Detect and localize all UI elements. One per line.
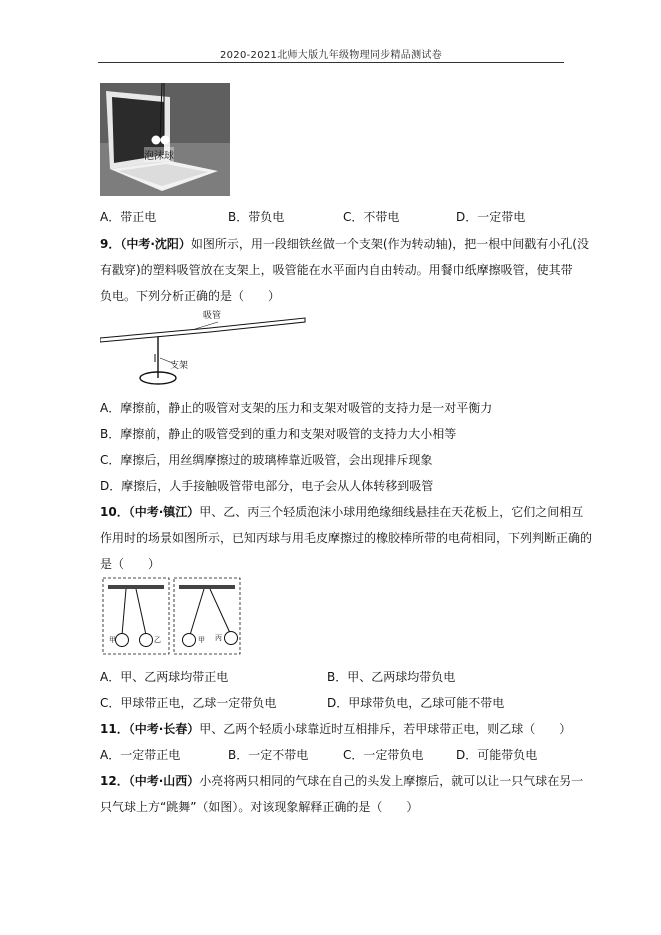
q12-text-2: 只气球上方“跳舞”（如图）。对该现象解释正确的是（ ） bbox=[100, 800, 419, 814]
q9-line-1 bbox=[100, 235, 589, 252]
q10-number: 10． bbox=[100, 505, 129, 519]
q12-number: 12． bbox=[100, 774, 129, 788]
q10-line-1 bbox=[100, 503, 583, 520]
q9-option-c: C．摩擦后，用丝绸摩擦过的玻璃棒靠近吸管，会出现排斥现象 bbox=[100, 453, 433, 467]
q10-option-c: C．甲球带正电，乙球一定带负电 bbox=[100, 696, 277, 710]
q9-option-a: A．摩擦前，静止的吸管对支架的压力和支架对吸管的支持力是一对平衡力 bbox=[100, 401, 493, 415]
q8-option-c: C．不带电 bbox=[343, 210, 400, 224]
q10-balls-figure bbox=[102, 577, 242, 657]
q8-option-b: B．带负电 bbox=[228, 210, 285, 224]
q9-option-b: B．摩擦前，静止的吸管受到的重力和支架对吸管的支持力大小相等 bbox=[100, 427, 457, 441]
q10-option-b: B．甲、乙两球均带负电 bbox=[327, 670, 456, 684]
q9-text-2: 有戳穿)的塑料吸管放在支架上，吸管能在水平面内自由转动。用餐巾纸摩擦吸管，使其带 bbox=[100, 263, 573, 277]
q9-label-stand: 支架 bbox=[170, 361, 189, 371]
q11-option-c: C．一定带负电 bbox=[343, 748, 424, 762]
q10-label-jia-2: 甲 bbox=[198, 636, 205, 644]
q9-text-1: 如图所示，用一段细铁丝做一个支架(作为转动轴)，把一根中间戳有小孔(没 bbox=[190, 237, 589, 251]
q9-option-d: D．摩擦后，人手接触吸管带电部分，电子会从人体转移到吸管 bbox=[100, 479, 434, 493]
q8-option-a: A．带正电 bbox=[100, 210, 157, 224]
q8-option-d: D．一定带电 bbox=[456, 210, 526, 224]
q11-number: 11． bbox=[100, 722, 129, 736]
q11-text: 甲、乙两个轻质小球靠近时互相排斥，若甲球带正电，则乙球（ ） bbox=[199, 722, 572, 736]
header-rule bbox=[98, 62, 564, 63]
q10-label-yi: 乙 bbox=[154, 636, 161, 644]
q11-option-d: D．可能带负电 bbox=[456, 748, 538, 762]
q10-source: （中考·镇江） bbox=[128, 505, 200, 519]
q9-straw-figure bbox=[100, 308, 310, 388]
q9-number: 9． bbox=[100, 237, 121, 251]
q12-source: （中考·山西） bbox=[128, 774, 200, 788]
laptop-photo-label: 泡沫球 bbox=[144, 147, 174, 162]
q10-text-2: 作用时的场景如图所示，已知丙球与用毛皮摩擦过的橡胶棒所带的电荷相同，下列判断正确的 bbox=[100, 531, 593, 545]
q9-text-3: 负电。下列分析正确的是（ ） bbox=[100, 289, 281, 303]
q10-label-jia-1: 甲 bbox=[109, 636, 116, 644]
q10-label-bing: 丙 bbox=[215, 634, 222, 642]
q10-text-1: 甲、乙、丙三个轻质泡沫小球用绝缘细线悬挂在天花板上，它们之间相互 bbox=[199, 505, 584, 519]
laptop-photo bbox=[100, 83, 230, 196]
q12-line-1 bbox=[100, 772, 583, 789]
q12-text-1: 小亮将两只相同的气球在自己的头发上摩擦后，就可以让一只气球在另一 bbox=[199, 774, 584, 788]
q11-line bbox=[100, 720, 571, 737]
q10-option-a: A．甲、乙两球均带正电 bbox=[100, 670, 229, 684]
q11-option-a: A．一定带正电 bbox=[100, 748, 181, 762]
page-header: 2020-2021北师大版九年级物理同步精品测试卷 bbox=[219, 50, 442, 61]
q9-source: （中考·沈阳） bbox=[120, 237, 191, 251]
q9-label-straw: 吸管 bbox=[203, 311, 222, 321]
q11-source: （中考·长春） bbox=[128, 722, 200, 736]
q11-option-b: B．一定不带电 bbox=[228, 748, 309, 762]
q10-text-3: 是（ ） bbox=[100, 557, 161, 571]
q10-option-d: D．甲球带负电，乙球可能不带电 bbox=[327, 696, 505, 710]
